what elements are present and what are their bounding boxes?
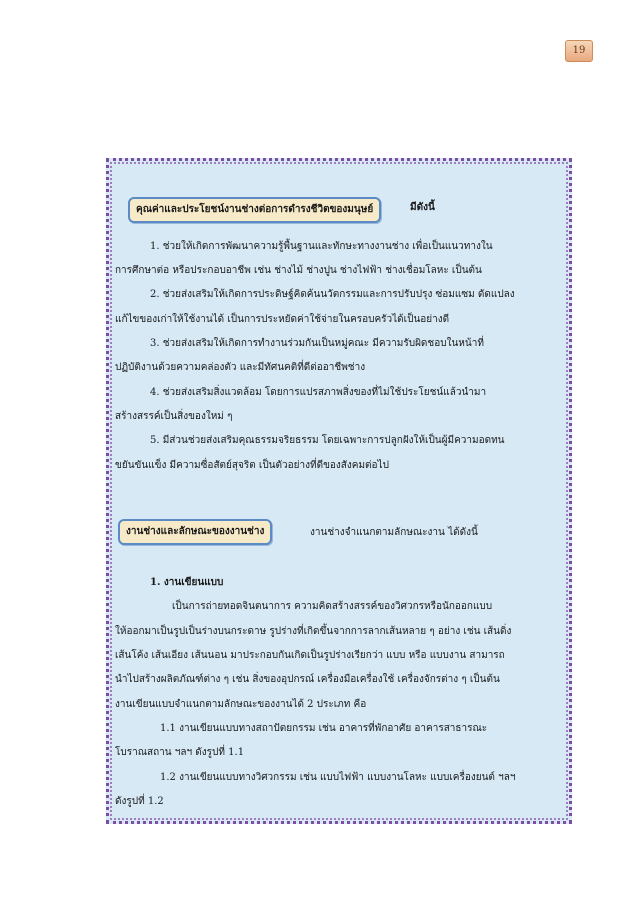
s1-item5-line2: ขยันขันแข็ง มีความซื่อสัตย์สุจริต เป็นตัวอย่างที่ดีของสังคมต่อไป: [115, 460, 389, 471]
s2-para-line4: นำไปสร้างผลิตภัณฑ์ต่าง ๆ เช่น สิ่งของอุปกรณ์ เครื่องมือเครื่องใช้ เครื่องจักรต่าง ๆ เป็นต้น: [115, 674, 500, 685]
s2-para-line1: เป็นการถ่ายทอดจินตนาการ ความคิดสร้างสรรค์ของวิศวกรหรือนักออกแบบ: [172, 601, 493, 612]
s2-para-line5: งานเขียนแบบจำแนกตามลักษณะของงานได้ 2 ประเภท คือ: [115, 699, 367, 710]
section1-suffix: มีดังนี้: [410, 202, 435, 213]
s2-para-line2: ให้ออกมาเป็นรูปเป็นร่างบนกระดาษ รูปร่างที่เกิดขึ้นจากการลากเส้นหลาย ๆ อย่าง เช่น เส้นดิ่ง: [115, 626, 512, 637]
s2-subheading: 1. งานเขียนแบบ: [150, 577, 224, 588]
s1-item1-line1: 1. ช่วยให้เกิดการพัฒนาความรู้พื้นฐานและทักษะทางงานช่าง เพื่อเป็นแนวทางใน: [150, 241, 493, 252]
s1-item5-line1: 5. มีส่วนช่วยส่งเสริมคุณธรรมจริยธรรม โดยเฉพาะการปลูกฝังให้เป็นผู้มีความอดทน: [150, 435, 505, 446]
s2-item1-line2: โบราณสถาน ฯลฯ ดังรูปที่ 1.1: [115, 747, 245, 758]
s1-item2-line1: 2. ช่วยส่งเสริมให้เกิดการประดิษฐ์คิดค้นนวัตกรรมและการปรับปรุง ซ่อมแซม ดัดแปลง: [150, 289, 515, 300]
s1-item4-line1: 4. ช่วยส่งเสริมสิ่งแวดล้อม โดยการแปรสภาพสิ่งของที่ไม่ใช้ประโยชน์แล้วนำมา: [150, 387, 487, 398]
s1-item3-line1: 3. ช่วยส่งเสริมให้เกิดการทำงานร่วมกันเป็นหมู่คณะ มีความรับผิดชอบในหน้าที่: [150, 338, 484, 349]
section1-heading: คุณค่าและประโยชน์งานช่างต่อการดำรงชีวิตของมนุษย์: [128, 197, 381, 223]
s1-item2-line2: แก้ไขของเก่าให้ใช้งานได้ เป็นการประหยัดค่าใช้จ่ายในครอบครัวได้เป็นอย่างดี: [115, 314, 450, 325]
s2-item2-line2: ดังรูปที่ 1.2: [115, 796, 164, 807]
s1-item4-line2: สร้างสรรค์เป็นสิ่งของใหม่ ๆ: [115, 411, 233, 422]
s2-item1-line1: 1.1 งานเขียนแบบทางสถาปัตยกรรม เช่น อาคารที่พักอาศัย อาคารสาธารณะ: [160, 723, 488, 734]
section2-heading: งานช่างและลักษณะของงานช่าง: [118, 519, 272, 545]
s2-item2-line1: 1.2 งานเขียนแบบทางวิศวกรรม เช่น แบบไฟฟ้า แบบงานโลหะ แบบเครื่องยนต์ ฯลฯ: [160, 772, 516, 783]
s1-item1-line2: การศึกษาต่อ หรือประกอบอาชีพ เช่น ช่างไม้ ช่างปูน ช่างไฟฟ้า ช่างเชื่อมโลหะ เป็นต้น: [115, 265, 482, 276]
s1-item3-line2: ปฏิบัติงานด้วยความคล่องตัว และมีทัศนคติที่ดีต่ออาชีพช่าง: [115, 362, 366, 373]
page-number: 19: [565, 40, 593, 62]
s2-para-line3: เส้นโค้ง เส้นเอียง เส้นนอน มาประกอบกันเกิดเป็นรูปร่างเรียกว่า แบบ หรือ แบบงาน สามารถ: [115, 650, 505, 661]
section2-suffix: งานช่างจำแนกตามลักษณะงาน ได้ดังนี้: [310, 527, 478, 538]
